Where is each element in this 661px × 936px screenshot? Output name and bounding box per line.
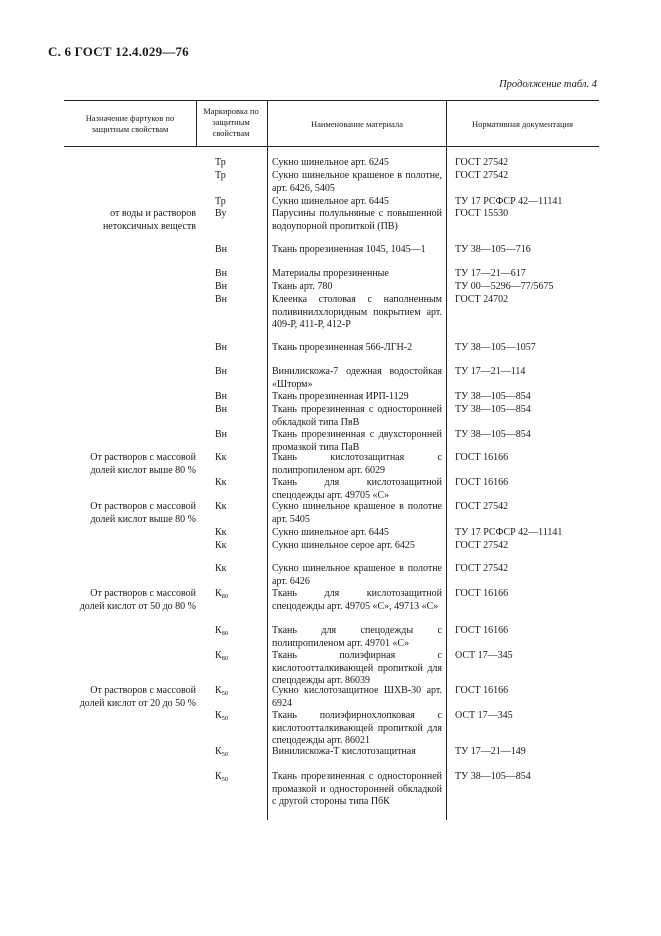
row-marking bbox=[215, 342, 255, 355]
row-marking bbox=[215, 685, 255, 698]
row-material: Ткань прорезиненная с двухсторонней промазкой типа ПаВ bbox=[272, 429, 442, 453]
marking-code: Тр bbox=[215, 196, 226, 207]
row-document: ГОСТ 16166 bbox=[455, 685, 509, 696]
column-divider bbox=[196, 100, 197, 147]
marking-code: Кк bbox=[215, 501, 227, 512]
marking-code: Вн bbox=[215, 268, 228, 279]
marking-code: Кк bbox=[215, 452, 227, 463]
row-marking bbox=[215, 170, 255, 183]
row-document: ГОСТ 24702 bbox=[455, 294, 509, 305]
row-material: Ткань арт. 780 bbox=[272, 281, 333, 292]
row-material: Ткань прорезиненная 1045, 1045—1 bbox=[272, 244, 426, 255]
row-purpose: От растворов с массовой долей кислот выше 80 % bbox=[90, 501, 196, 525]
row-material: Сукно шинельное крашеное в полотне арт. 6426 bbox=[272, 563, 442, 587]
row-purpose: От растворов с массовой долей кислот от 20 до 50 % bbox=[79, 685, 196, 709]
header-material: Наименование материала bbox=[310, 119, 404, 129]
row-document: ОСТ 17—345 bbox=[455, 710, 513, 721]
row-document: ТУ 17—21—114 bbox=[455, 366, 526, 377]
table-top-rule bbox=[64, 100, 599, 101]
row-material: Сукно шинельное крашеное в полотне, арт. 6426, 5405 bbox=[272, 170, 442, 194]
row-material: Клеенка столовая с наполненным поливинилхлоридным покрытием арт. 409-Р, 411-Р, 412-Р bbox=[272, 294, 442, 330]
row-marking bbox=[215, 196, 255, 209]
row-document: ТУ 38—105—716 bbox=[455, 244, 531, 255]
row-marking bbox=[215, 527, 255, 540]
marking-code: Вн bbox=[215, 429, 228, 440]
row-material: Ткань полиэфирная с кислотоотталкивающей пропиткой для спецодежды арт. 86039 bbox=[272, 650, 442, 686]
row-marking bbox=[215, 157, 255, 170]
marking-code: К bbox=[215, 588, 222, 599]
marking-subscript: 80 bbox=[221, 655, 229, 662]
page-header: С. 6 ГОСТ 12.4.029—76 bbox=[48, 44, 189, 59]
row-material: Сукно шинельное крашеное в полотне арт. 5405 bbox=[272, 501, 442, 525]
row-document: ГОСТ 16166 bbox=[455, 477, 509, 488]
row-material: Сукно шинельное арт. 6445 bbox=[272, 527, 389, 538]
row-marking bbox=[215, 429, 255, 442]
row-marking bbox=[215, 588, 255, 601]
row-purpose: от воды и растворов нетоксичных веществ bbox=[102, 208, 196, 232]
header-marking: Маркировка по защитным свойствам bbox=[203, 106, 259, 138]
marking-subscript: 50 bbox=[221, 776, 229, 783]
row-document: ГОСТ 27542 bbox=[455, 170, 509, 181]
row-document: ТУ 17—21—149 bbox=[455, 746, 526, 757]
marking-code: К bbox=[215, 650, 222, 661]
row-document: ГОСТ 27542 bbox=[455, 540, 509, 551]
row-material: Ткань для кислотозащитной спецодежды арт. 49705 «С» bbox=[272, 477, 442, 501]
marking-code: Вн bbox=[215, 404, 228, 415]
row-document: ГОСТ 27542 bbox=[455, 563, 509, 574]
row-material: Ткань прорезиненная с односторонней промазкой и односторонней обкладкой с другой стороны типа ПбК bbox=[272, 771, 442, 807]
row-material: Сукно шинельное арт. 6445 bbox=[272, 196, 389, 207]
row-marking bbox=[215, 268, 255, 281]
marking-code: Вн bbox=[215, 281, 228, 292]
row-marking bbox=[215, 563, 255, 576]
marking-code: К bbox=[215, 771, 222, 782]
row-marking bbox=[215, 771, 255, 784]
row-material: Винилискожа-7 одежная водостойкая «Шторм» bbox=[272, 366, 442, 390]
row-material: Ткань кислотозащитная с полипропиленом арт. 6029 bbox=[272, 452, 442, 476]
row-document: ГОСТ 27542 bbox=[455, 501, 509, 512]
row-document: ТУ 17—21—617 bbox=[455, 268, 526, 279]
row-marking bbox=[215, 746, 255, 759]
row-document: ГОСТ 16166 bbox=[455, 452, 509, 463]
row-purpose: От растворов с массовой долей кислот от 50 до 80 % bbox=[79, 588, 196, 612]
row-material: Ткань полиэфирнохлопковая с кислотоотталкивающей пропиткой для спецодежды арт. 86021 bbox=[272, 710, 442, 746]
row-marking bbox=[215, 650, 255, 663]
row-material: Винилискожа-Т кислотозащитная bbox=[272, 746, 416, 757]
row-marking bbox=[215, 452, 255, 465]
marking-code: Ву bbox=[215, 208, 227, 219]
marking-code: Вн bbox=[215, 391, 228, 402]
row-material: Сукно шинельное арт. 6245 bbox=[272, 157, 389, 168]
marking-code: К bbox=[215, 625, 222, 636]
header-docs: Нормативная документация bbox=[471, 119, 574, 129]
row-document: ГОСТ 16166 bbox=[455, 625, 509, 636]
marking-subscript: 80 bbox=[221, 630, 229, 637]
marking-code: Кк bbox=[215, 477, 227, 488]
marking-code: Кк bbox=[215, 540, 227, 551]
row-material: Ткань прорезиненная ИРП-1129 bbox=[272, 391, 409, 402]
row-material: Ткань прорезиненная с односторонней обкладкой типа ПвВ bbox=[272, 404, 442, 428]
row-purpose: От растворов с массовой долей кислот выше 80 % bbox=[90, 452, 196, 476]
row-marking bbox=[215, 625, 255, 638]
row-document: ГОСТ 16166 bbox=[455, 588, 509, 599]
row-document: ГОСТ 15530 bbox=[455, 208, 509, 219]
row-material: Ткань для кислотозащитной спецодежды арт. 49705 «С», 49713 «С» bbox=[272, 588, 442, 612]
row-marking bbox=[215, 501, 255, 514]
row-document: ОСТ 17—345 bbox=[455, 650, 513, 661]
row-marking bbox=[215, 710, 255, 723]
marking-code: Кк bbox=[215, 527, 227, 538]
row-material: Парусины полульняные с повышенной водоупорной пропиткой (ПВ) bbox=[272, 208, 442, 232]
continuation-note: Продолжение табл. 4 bbox=[499, 79, 597, 90]
row-document: ТУ 00—5296—77/5675 bbox=[455, 281, 554, 292]
row-document: ГОСТ 27542 bbox=[455, 157, 509, 168]
marking-code: Тр bbox=[215, 157, 226, 168]
marking-code: Кк bbox=[215, 563, 227, 574]
row-document: ТУ 38—105—854 bbox=[455, 429, 531, 440]
row-document: ТУ 38—105—1057 bbox=[455, 342, 536, 353]
row-material: Сукно шинельное серое арт. 6425 bbox=[272, 540, 415, 551]
row-material: Сукно кислотозащитное ШХВ-30 арт. 6924 bbox=[272, 685, 442, 709]
column-divider bbox=[267, 100, 268, 820]
row-marking bbox=[215, 244, 255, 257]
row-document: ТУ 38—105—854 bbox=[455, 391, 531, 402]
row-document: ТУ 38—105—854 bbox=[455, 771, 531, 782]
marking-code: К bbox=[215, 746, 222, 757]
marking-subscript: 50 bbox=[221, 690, 229, 697]
row-marking bbox=[215, 208, 255, 221]
column-divider bbox=[446, 100, 447, 820]
row-marking bbox=[215, 391, 255, 404]
marking-subscript: 50 bbox=[221, 715, 229, 722]
row-material: Ткань прорезиненная 566-ЛГН-2 bbox=[272, 342, 413, 353]
marking-code: Тр bbox=[215, 170, 226, 181]
header-purpose: Назначение фартуков по защитным свойствам bbox=[85, 113, 175, 134]
row-marking bbox=[215, 404, 255, 417]
marking-subscript: 50 bbox=[221, 751, 229, 758]
row-material: Материалы прорезиненные bbox=[272, 268, 389, 279]
row-material: Ткань для спецодежды с полипропиленом арт. 49701 «С» bbox=[272, 625, 442, 649]
header-bottom-rule bbox=[64, 146, 599, 147]
row-document: ТУ 38—105—854 bbox=[455, 404, 531, 415]
marking-code: К bbox=[215, 710, 222, 721]
marking-subscript: 80 bbox=[221, 593, 229, 600]
row-marking bbox=[215, 366, 255, 379]
marking-code: К bbox=[215, 685, 222, 696]
row-document: ТУ 17 РСФСР 42—11141 bbox=[455, 196, 563, 207]
row-marking bbox=[215, 477, 255, 490]
row-marking bbox=[215, 281, 255, 294]
row-document: ТУ 17 РСФСР 42—11141 bbox=[455, 527, 563, 538]
marking-code: Вн bbox=[215, 294, 228, 305]
row-marking bbox=[215, 540, 255, 553]
row-marking bbox=[215, 294, 255, 307]
marking-code: Вн bbox=[215, 342, 228, 353]
marking-code: Вн bbox=[215, 366, 228, 377]
marking-code: Вн bbox=[215, 244, 228, 255]
